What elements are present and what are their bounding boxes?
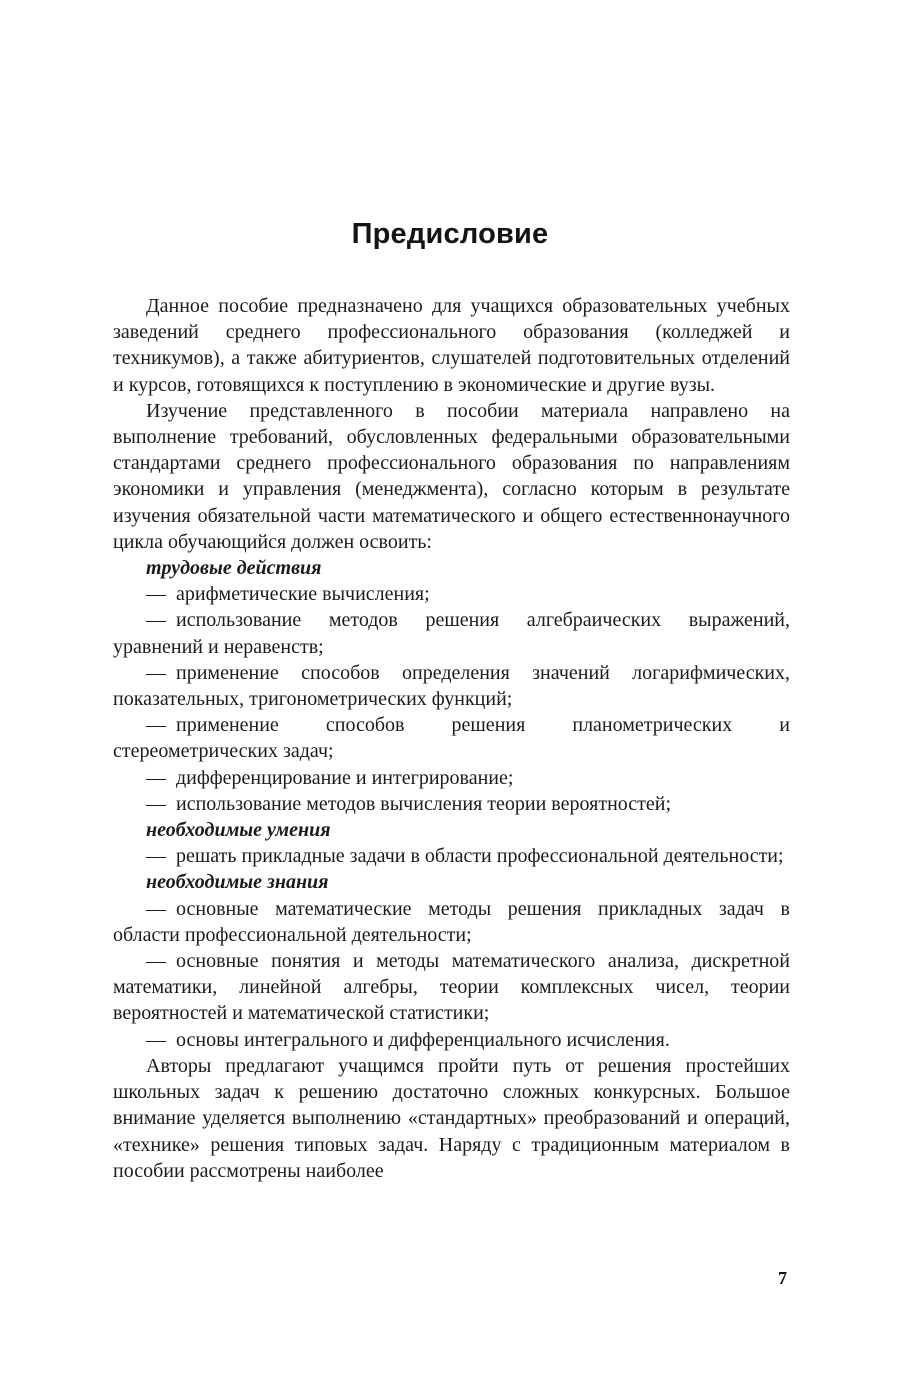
list-item: — основы интегрального и дифференциального исчисления. [146, 1028, 670, 1051]
list-item: — дифференцирование и интегрирование; [146, 766, 514, 789]
list-item: — применение способов определения значений логарифмических, показательных, тригонометрических функций; [113, 661, 790, 711]
list-item: — основные понятия и методы математического анализа, дискретной математики, линейной алгебры, теории комплексных чисел, теории вероятностей и математической статистики; [113, 950, 790, 1025]
paragraph: Изучение представленного в пособии материала направлено на выполнение требований, обусловленных федеральными образовательными стандартами среднего профессионального образования по направлениям экономики и управления (менеджмента), согласно которым в результате изучения обязательной части математического и общего естественнонаучного цикла обучающийся должен освоить: [113, 399, 790, 553]
list-item: — использование методов решения алгебраических выражений, уравнений и неравенств; [113, 609, 790, 658]
list-item: — решать прикладные задачи в области профессиональной деятельности; [146, 845, 784, 868]
page-number: 7 [778, 1268, 787, 1288]
list-item: — основные математические методы решения прикладных задач в области профессиональной деятельности; [113, 897, 790, 946]
section-subheading: необходимые умения [146, 819, 331, 842]
page-content [0, 293, 900, 1184]
paragraph: Данное пособие предназначено для учащихся образовательных учебных заведений среднего профессионального образования (колледжей и техникумов), а также абитуриентов, слушателей подготовительных отделений и курсов, готовящихся к поступлению в экономические и другие вузы. [113, 295, 790, 396]
page-title: Предисловие [351, 218, 549, 250]
section-subheading: трудовые действия [146, 557, 322, 580]
section-subheading: необходимые знания [146, 871, 329, 894]
list-item: — арифметические вычисления; [146, 583, 430, 606]
list-item: — использование методов вычисления теории вероятностей; [146, 792, 672, 815]
paragraph: Авторы предлагают учащимся пройти путь от решения простейших школьных задач к решению достаточно сложных конкурсных. Большое внимание уделяется выполнению «стандартных» преобразований и операций, «технике» решения типовых задач. Наряду с традиционным материалом в пособии рассмотрены наиболее [113, 1054, 790, 1182]
list-item: — применение способов решения планометрических и стереометрических задач; [113, 714, 790, 763]
